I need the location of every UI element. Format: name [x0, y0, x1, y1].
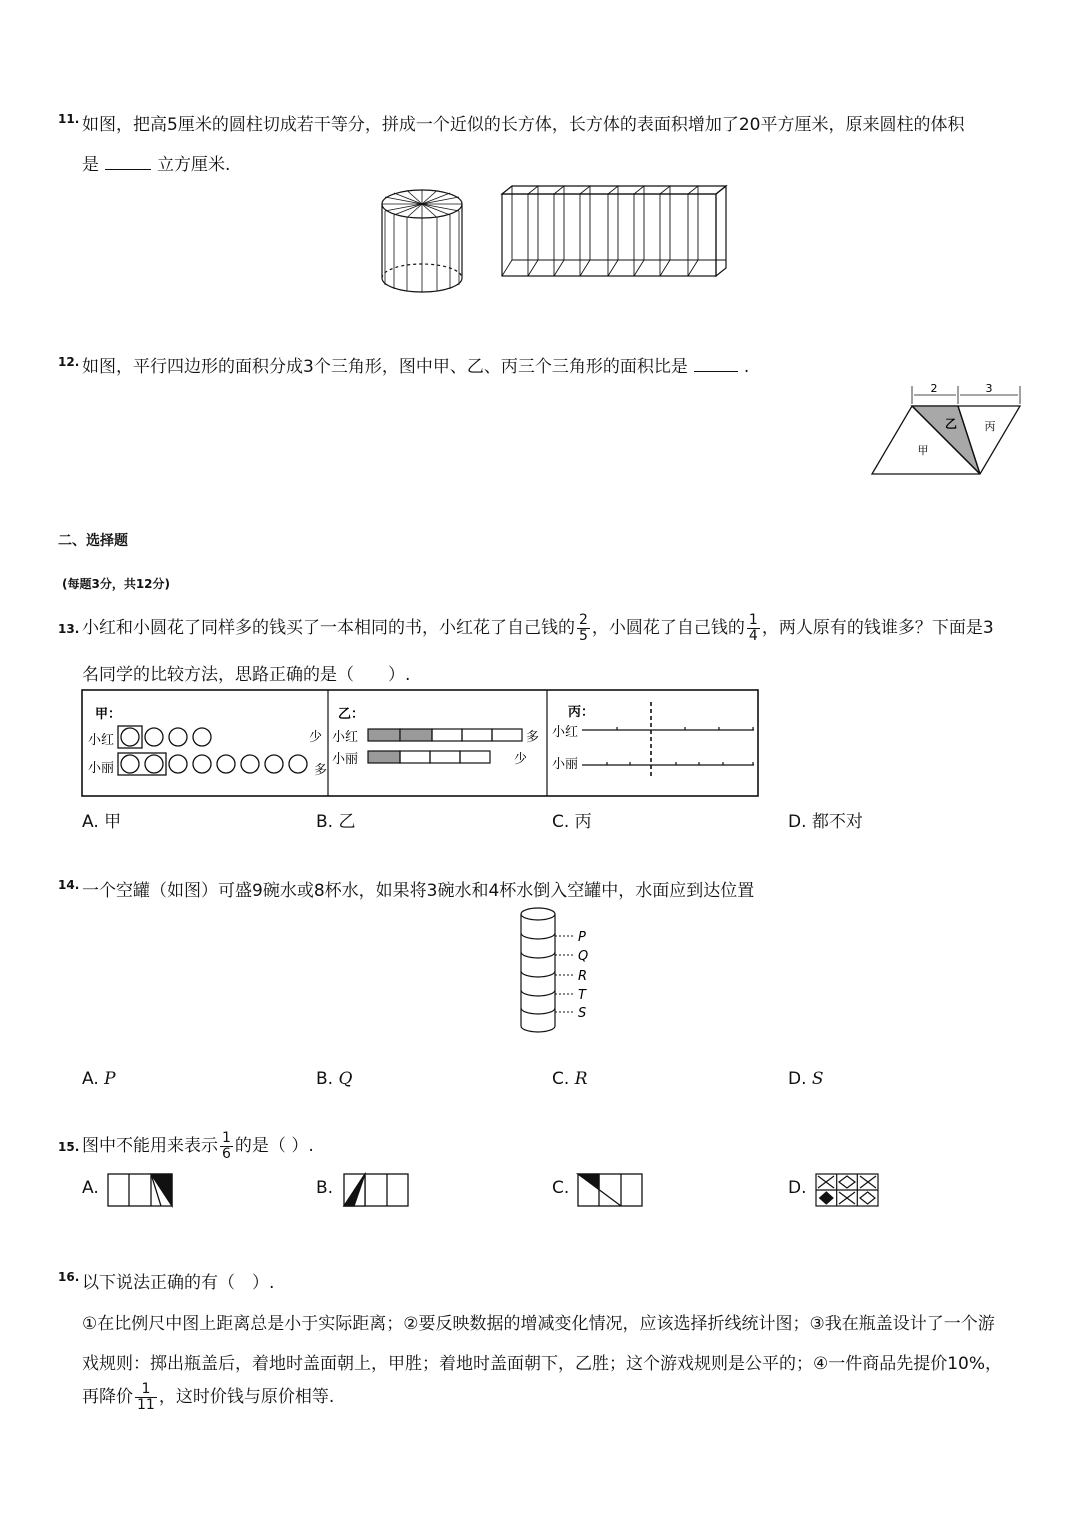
- q15-option-d-figure[interactable]: [814, 1172, 880, 1208]
- q14-option-b[interactable]: B. Q: [316, 1069, 353, 1089]
- q16-statement-line3: [82, 1377, 334, 1417]
- q13-number: 13.: [58, 622, 80, 636]
- section-title: 二、选择题: [58, 533, 128, 549]
- q15-option-c-label[interactable]: C.: [552, 1178, 570, 1198]
- q13-comparison-figure: [80, 688, 762, 800]
- q13-panel-yi-row2: 小丽: [332, 752, 359, 767]
- q15-text: [82, 1126, 314, 1166]
- q15-option-c-figure[interactable]: [576, 1172, 644, 1208]
- q13-frac2: $\frac{1}{4}$: [748, 611, 758, 644]
- q13-option-c[interactable]: C. 丙: [552, 812, 592, 832]
- q13-panel-jia-row2-tag: 多: [314, 763, 328, 778]
- q13-panel-yi-row1-tag: 多: [526, 730, 540, 745]
- q16-line3-pre: 再降价: [82, 1387, 133, 1407]
- q13-text-line2: 名同学的比较方法，思路正确的是（ ）.: [82, 665, 411, 685]
- q15-option-a-label[interactable]: A.: [82, 1178, 99, 1198]
- q15-text-pre: 图中不能用来表示: [82, 1136, 218, 1156]
- q13-frac1: $\frac{2}{5}$: [579, 611, 588, 644]
- q15-frac: $\frac{1}{6}$: [222, 1129, 231, 1162]
- q13-panel-jia-row1-tag: 少: [309, 730, 323, 745]
- q16-number: 16.: [58, 1270, 80, 1284]
- q11-answer-blank[interactable]: [105, 155, 151, 170]
- q13-panel-bing-title: 丙：: [568, 705, 595, 720]
- q12-text-post: .: [743, 357, 750, 377]
- q13-panel-jia-row2: 小丽: [88, 761, 115, 776]
- q14-label-r: R: [578, 969, 588, 984]
- q14-label-t: T: [578, 988, 586, 1003]
- q16-text: 以下说法正确的有（ ）.: [82, 1273, 275, 1293]
- q15-option-a-figure[interactable]: [106, 1172, 174, 1208]
- q12-parallelogram-figure: [868, 380, 1033, 480]
- q11-line2-pre: 是: [82, 155, 99, 175]
- q14-label-s: S: [578, 1006, 587, 1021]
- q13-panel-yi-row2-tag: 少: [514, 752, 528, 767]
- q13-panel-bing-row1: 小红: [552, 725, 579, 740]
- q16-statement-line1: ①在比例尺中图上距离总是小于实际距离；②要反映数据的增减变化情况，应该选择折线统计图；③我在瓶盖设计了一个游: [82, 1314, 995, 1334]
- q14-can-figure: [515, 904, 615, 1040]
- q14-option-a[interactable]: A. P: [82, 1069, 116, 1089]
- q12-dim-right: 3: [985, 382, 993, 395]
- q13-option-d[interactable]: D. 都不对: [788, 812, 863, 832]
- q11-text-line1: 如图，把高5厘米的圆柱切成若干等分，拼成一个近似的长方体，长方体的表面积增加了20平方厘米，原来圆柱的体积: [82, 115, 965, 135]
- q13-option-b[interactable]: B. 乙: [316, 812, 356, 832]
- q13-panel-jia-title: 甲：: [95, 707, 122, 722]
- q13-panel-bing-row2: 小丽: [552, 757, 579, 772]
- q12-answer-blank[interactable]: [694, 357, 738, 372]
- q12-text: [82, 352, 749, 377]
- q15-number: 15.: [58, 1140, 80, 1154]
- q12-dim-left: 2: [930, 382, 938, 395]
- section-note: (每题3分，共12分): [62, 577, 171, 591]
- q14-text: 一个空罐（如图）可盛9碗水或8杯水，如果将3碗水和4杯水倒入空罐中，水面应到达位置: [82, 881, 755, 901]
- q11-number: 11.: [58, 112, 80, 126]
- q13-option-a[interactable]: A. 甲: [82, 812, 122, 832]
- q12-number: 12.: [58, 355, 80, 369]
- q12-label-bing: 丙: [984, 420, 996, 433]
- q13-line1-b: ，小圆花了自己钱的: [591, 618, 745, 638]
- q11-line2-post: 立方厘米.: [157, 155, 231, 175]
- q15-text-post: 的是（ ）.: [234, 1136, 314, 1156]
- q13-line1-a: 小红和小圆花了同样多的钱买了一本相同的书，小红花了自己钱的: [82, 618, 575, 638]
- q14-option-c[interactable]: C. R: [552, 1069, 588, 1089]
- q11-text-line2: [82, 150, 230, 175]
- q13-panel-yi-row1: 小红: [332, 730, 359, 745]
- q12-label-yi: 乙: [944, 417, 958, 431]
- q13-panel-yi-title: 乙：: [338, 707, 365, 722]
- q14-number: 14.: [58, 878, 80, 892]
- q15-option-b-label[interactable]: B.: [316, 1178, 334, 1198]
- q12-label-jia: 甲: [917, 444, 929, 457]
- q13-line1-c: ，两人原有的钱谁多？下面是3: [761, 618, 994, 638]
- q14-label-p: P: [578, 930, 586, 945]
- q13-text-line1: [82, 608, 994, 648]
- q14-label-q: Q: [578, 949, 589, 964]
- q12-text-pre: 如图，平行四边形的面积分成3个三角形，图中甲、乙、丙三个三角形的面积比是: [82, 357, 688, 377]
- q15-option-d-label[interactable]: D.: [788, 1178, 807, 1198]
- q16-statement-line2: 戏规则：掷出瓶盖后，着地时盖面朝上，甲胜；着地时盖面朝下，乙胜；这个游戏规则是公平的；④一件商品先提价10%，: [82, 1354, 1003, 1374]
- q11-cuboid-figure: [500, 184, 728, 282]
- q13-panel-jia-row1: 小红: [88, 733, 115, 748]
- q14-option-d[interactable]: D. S: [788, 1069, 824, 1089]
- q16-frac: $\frac{1}{11}$: [137, 1380, 155, 1413]
- q11-cylinder-figure: [378, 186, 470, 294]
- q15-option-b-figure[interactable]: [342, 1172, 410, 1208]
- q16-line3-post: ，这时价钱与原价相等.: [158, 1387, 335, 1407]
